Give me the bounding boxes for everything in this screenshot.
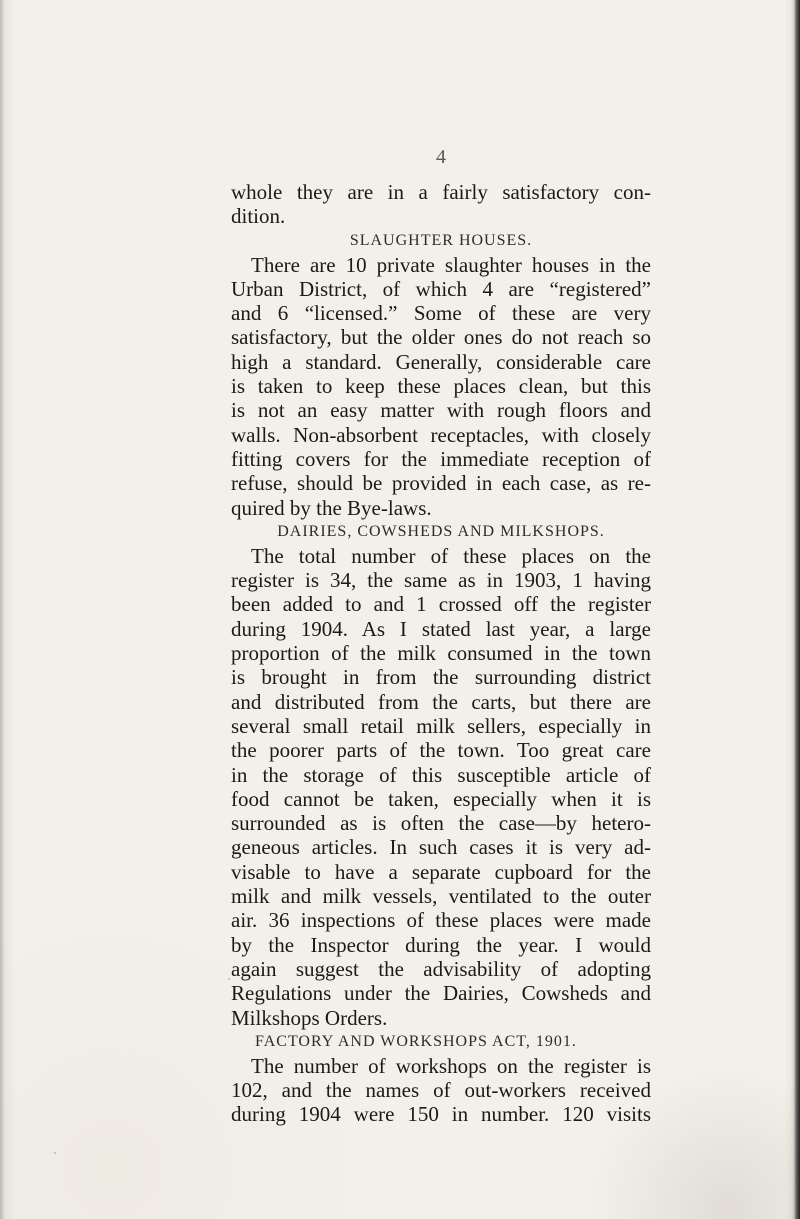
text-line: visable to have a separate cupboard for the — [231, 859, 651, 884]
text-line: air. 36 inspections of these places were made — [231, 908, 651, 933]
text-line: register is 34, the same as in 1903, 1 having — [231, 568, 651, 593]
text-line: The total number of these places on the — [251, 543, 651, 568]
text-line: and 6 “licensed.” Some of these are very — [231, 301, 651, 326]
text-line: Milkshops Orders. — [231, 1005, 388, 1030]
page-speck — [54, 1152, 56, 1154]
text-line: quired by the Bye-laws. — [231, 495, 432, 520]
text-line: during 1904. As I stated last year, a large — [231, 616, 651, 641]
text-line: again suggest the advisability of adopting — [231, 956, 651, 981]
text-line: is not an easy matter with rough floors and — [231, 398, 651, 423]
text-line: food cannot be taken, especially when it is — [231, 786, 651, 811]
section-heading: SLAUGHTER HOUSES. — [349, 231, 533, 249]
text-line: geneous articles. In such cases it is very ad- — [231, 835, 651, 860]
text-line: refuse, should be provided in each case, as re- — [231, 471, 651, 496]
text-line: satisfactory, but the older ones do not reach so — [231, 325, 651, 350]
page-number: 4 — [436, 146, 446, 168]
text-line: Urban District, of which 4 are “registered” — [231, 276, 651, 301]
text-line: been added to and 1 crossed off the register — [231, 592, 651, 617]
text-line: surrounded as is often the case—by hetero- — [231, 811, 651, 836]
text-line: fitting covers for the immediate reception of — [231, 446, 651, 471]
text-line: in the storage of this susceptible article of — [231, 762, 651, 787]
text-line: is brought in from the surrounding district — [231, 665, 651, 690]
page-speck — [228, 978, 230, 980]
text-line: milk and milk vessels, ventilated to the outer — [231, 884, 651, 909]
text-line: several small retail milk sellers, especially in — [231, 713, 651, 738]
text-line: dition. — [231, 204, 286, 229]
text-line: high a standard. Generally, considerable care — [231, 349, 651, 374]
text-line: and distributed from the carts, but there are — [231, 689, 651, 714]
text-line: There are 10 private slaughter houses in the — [251, 252, 651, 277]
text-line: walls. Non-absorbent receptacles, with closely — [231, 422, 651, 447]
text-line: during 1904 were 150 in number. 120 visits — [231, 1102, 651, 1127]
text-line: Regulations under the Dairies, Cowsheds and — [231, 981, 651, 1006]
text-line: The number of workshops on the register is — [251, 1053, 651, 1078]
section-heading: FACTORY AND WORKSHOPS ACT, 1901. — [255, 1032, 577, 1050]
text-line: whole they are in a fairly satisfactory con- — [231, 180, 651, 204]
text-line: is taken to keep these places clean, but this — [231, 374, 651, 399]
document-body — [231, 180, 651, 1127]
text-line: by the Inspector during the year. I would — [231, 932, 651, 957]
text-line: proportion of the milk consumed in the town — [231, 641, 651, 666]
text-line: 102, and the names of out-workers received — [231, 1078, 651, 1103]
section-heading: DAIRIES, COWSHEDS AND MILKSHOPS. — [277, 522, 605, 540]
page-left-edge-shadow — [0, 0, 5, 1219]
text-line: the poorer parts of the town. Too great care — [231, 738, 651, 763]
page-right-edge-shadow — [791, 0, 800, 1219]
